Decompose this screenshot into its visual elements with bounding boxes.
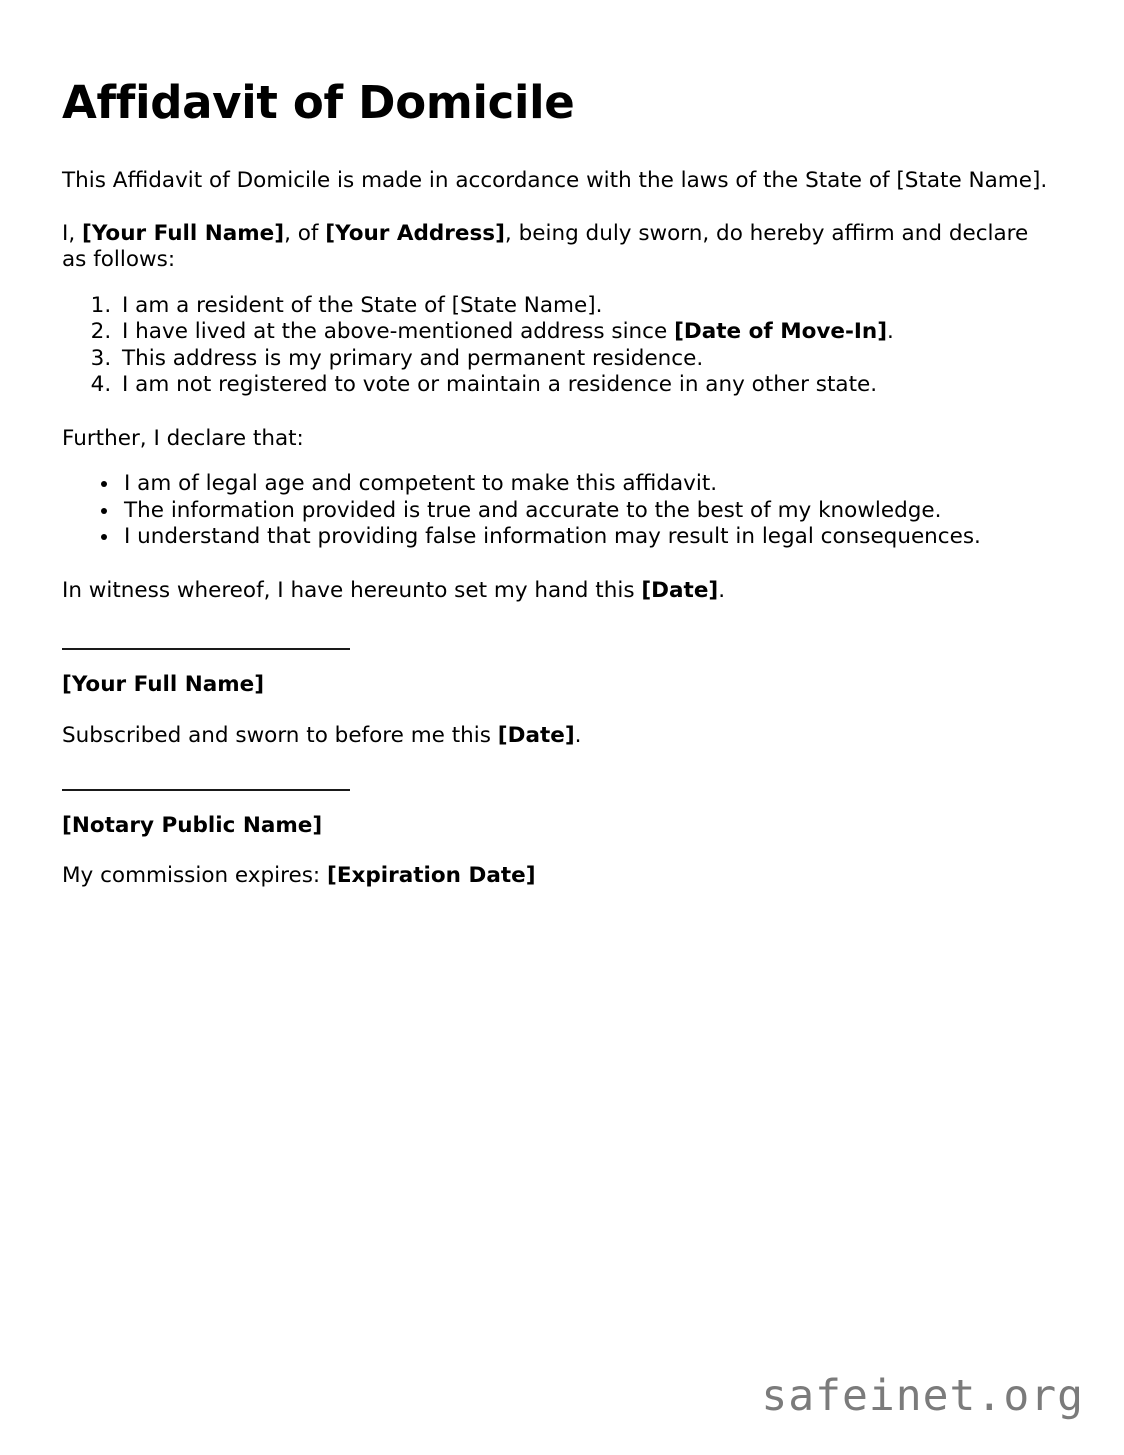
list-item-text: I am a resident of the State of [State Name]. — [122, 292, 603, 318]
placeholder-date-signature: [Date] — [641, 577, 719, 603]
signer-name-label: [Your Full Name] — [62, 672, 265, 698]
declaration-lead-paragraph — [62, 221, 1055, 274]
list-item-text: This address is my primary and permanent residence. — [122, 345, 704, 371]
list-item — [118, 346, 1055, 373]
list-item-bold: [Date of Move-In] — [674, 319, 888, 345]
further-declaration-lead: Further, I declare that: — [62, 425, 304, 451]
page-title: Affidavit of Domicile — [62, 76, 575, 129]
list-item: • The information provided is true and accurate to the best of my knowledge. — [120, 498, 1055, 525]
list-item — [118, 319, 1055, 346]
commission-paragraph — [62, 863, 1055, 890]
notary-signature-line-container — [62, 789, 1055, 791]
declaration-part-1: I, — [62, 220, 83, 246]
intro-paragraph — [62, 168, 1055, 195]
bullet-declaration-list — [62, 471, 1055, 551]
witness-paragraph — [62, 578, 1055, 605]
witness-text: In witness whereof, I have hereunto set my hand this — [62, 577, 642, 603]
list-item-text: I have lived at the above-mentioned address since — [122, 319, 675, 345]
placeholder-your-full-name: [Your Full Name] — [82, 220, 285, 246]
commission-text: My commission expires: — [62, 862, 328, 888]
declaration-part-2: , of — [284, 220, 326, 246]
list-item-text: I am not registered to vote or maintain a residence in any other state. — [122, 372, 878, 398]
subscribed-paragraph — [62, 723, 1055, 750]
list-item: • I am of legal age and competent to make this affidavit. — [120, 471, 1055, 498]
placeholder-your-address: [Your Address] — [325, 220, 505, 246]
placeholder-expiration-date: [Expiration Date] — [327, 862, 536, 888]
subscribed-tail: . — [574, 722, 582, 748]
witness-tail: . — [718, 577, 726, 603]
list-item — [118, 293, 1055, 320]
list-item: • I understand that providing false information may result in legal consequences. — [120, 524, 1055, 551]
numbered-declaration-list — [62, 293, 1055, 399]
notary-signature-line — [62, 789, 350, 791]
notary-name-label: [Notary Public Name] — [62, 813, 323, 839]
list-item — [118, 372, 1055, 399]
placeholder-date-notary: [Date] — [497, 722, 575, 748]
signature-line — [62, 648, 350, 650]
subscribed-text: Subscribed and sworn to before me this — [62, 722, 498, 748]
signature-line-container — [62, 648, 1055, 650]
watermark: safeinet.org — [761, 1371, 1084, 1421]
declaration-part-3: , being duly sworn, do hereby affirm and declare as follows: — [62, 220, 1029, 273]
list-item-tail: . — [887, 319, 894, 345]
intro-text: This Affidavit of Domicile is made in accordance with the laws of the State of [State Name]. — [62, 168, 1048, 194]
